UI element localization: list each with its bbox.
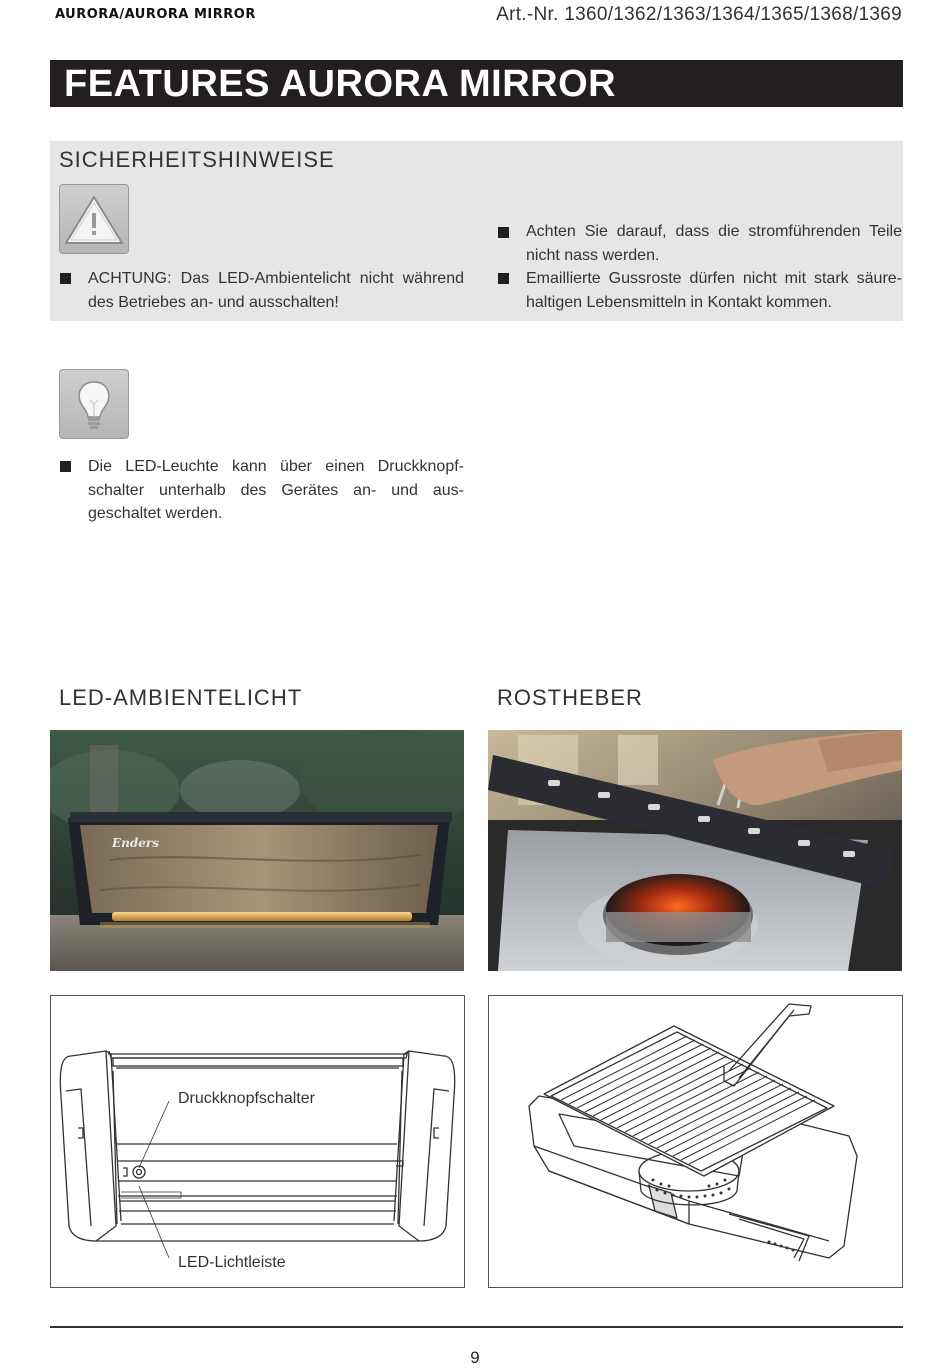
page-number: 9 (470, 1348, 480, 1367)
rost-section-heading: ROSTHEBER (497, 685, 643, 710)
page-title: FEATURES AURORA MIRROR (64, 63, 617, 105)
header-article-number: Art.-Nr. 1360/1362/1363/1364/1365/1368/1369 (496, 4, 902, 25)
safety-right-text-1: Achten Sie darauf, dass die stromführenden Teile nicht nass werden. (526, 223, 902, 264)
tip-text: Die LED-Leuchte kann über einen Druckknopf-schalter unterhalb des Gerätes an- und aus-geschaltet werden. (88, 458, 464, 522)
safety-right-bullet-2 (497, 267, 903, 317)
led-photo-brand: Enders (112, 836, 159, 850)
rost-diagram (488, 995, 903, 1288)
bullet-square-icon (60, 273, 71, 284)
tip-bullet (59, 455, 465, 529)
bullet-square-icon (498, 227, 509, 238)
safety-warning-text: ACHTUNG: Das LED-Ambientelicht nicht während des Betriebes an- und ausschalten! (88, 270, 464, 311)
bullet-square-icon (498, 273, 509, 284)
led-diagram (50, 995, 465, 1288)
led-section-heading: LED-AMBIENTELICHT (59, 685, 303, 710)
warning-triangle-icon (59, 184, 129, 254)
rost-photo (488, 730, 902, 971)
safety-box (50, 141, 903, 321)
title-bar (50, 60, 903, 107)
safety-right-bullet-1 (497, 220, 903, 270)
led-photo (50, 730, 464, 971)
safety-right-text-2: Emaillierte Gussroste dürfen nicht mit stark säure-haltigen Lebensmitteln in Kontakt kommen. (526, 270, 902, 311)
callout-led-lichtleiste: LED-Lichtleiste (178, 1254, 286, 1271)
footer-divider (50, 1326, 903, 1328)
safety-left-bullet (59, 267, 465, 317)
header-product-name: AURORA/AURORA MIRROR (55, 7, 256, 22)
safety-heading: SICHERHEITSHINWEISE (59, 147, 335, 172)
bullet-square-icon (60, 461, 71, 472)
callout-druckknopfschalter: Druckknopfschalter (178, 1090, 315, 1107)
lightbulb-icon (59, 369, 129, 439)
